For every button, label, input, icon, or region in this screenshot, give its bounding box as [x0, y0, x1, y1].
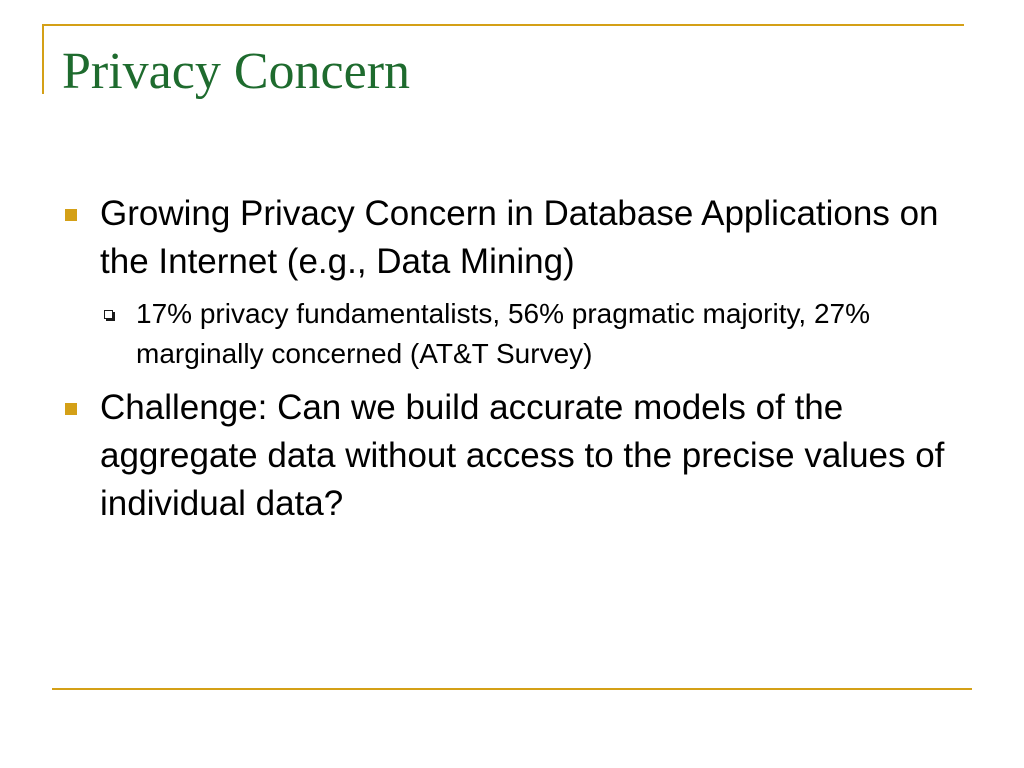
- sub-bullet-text: 17% privacy fundamentalists, 56% pragmatic majority, 27% marginally concerned (AT&T Survey): [136, 298, 871, 369]
- bullet-item: [60, 190, 980, 286]
- slide-content: [60, 190, 980, 534]
- bullet-text: Challenge: Can we build accurate models of the aggregate data without access to the precise values of individual data?: [100, 388, 945, 523]
- slide-title: Privacy Concern: [62, 43, 411, 100]
- top-border-line: [42, 24, 964, 26]
- square-bullet-icon: [65, 209, 77, 221]
- square-bullet-icon: [65, 403, 77, 415]
- bottom-border-line: [52, 688, 972, 690]
- bullet-text: Growing Privacy Concern in Database Applications on the Internet (e.g., Data Mining): [100, 194, 939, 281]
- hollow-square-bullet-icon: [104, 310, 113, 319]
- sub-bullet-item: [60, 294, 980, 374]
- left-border-line: [42, 24, 44, 94]
- bullet-item: [60, 384, 980, 528]
